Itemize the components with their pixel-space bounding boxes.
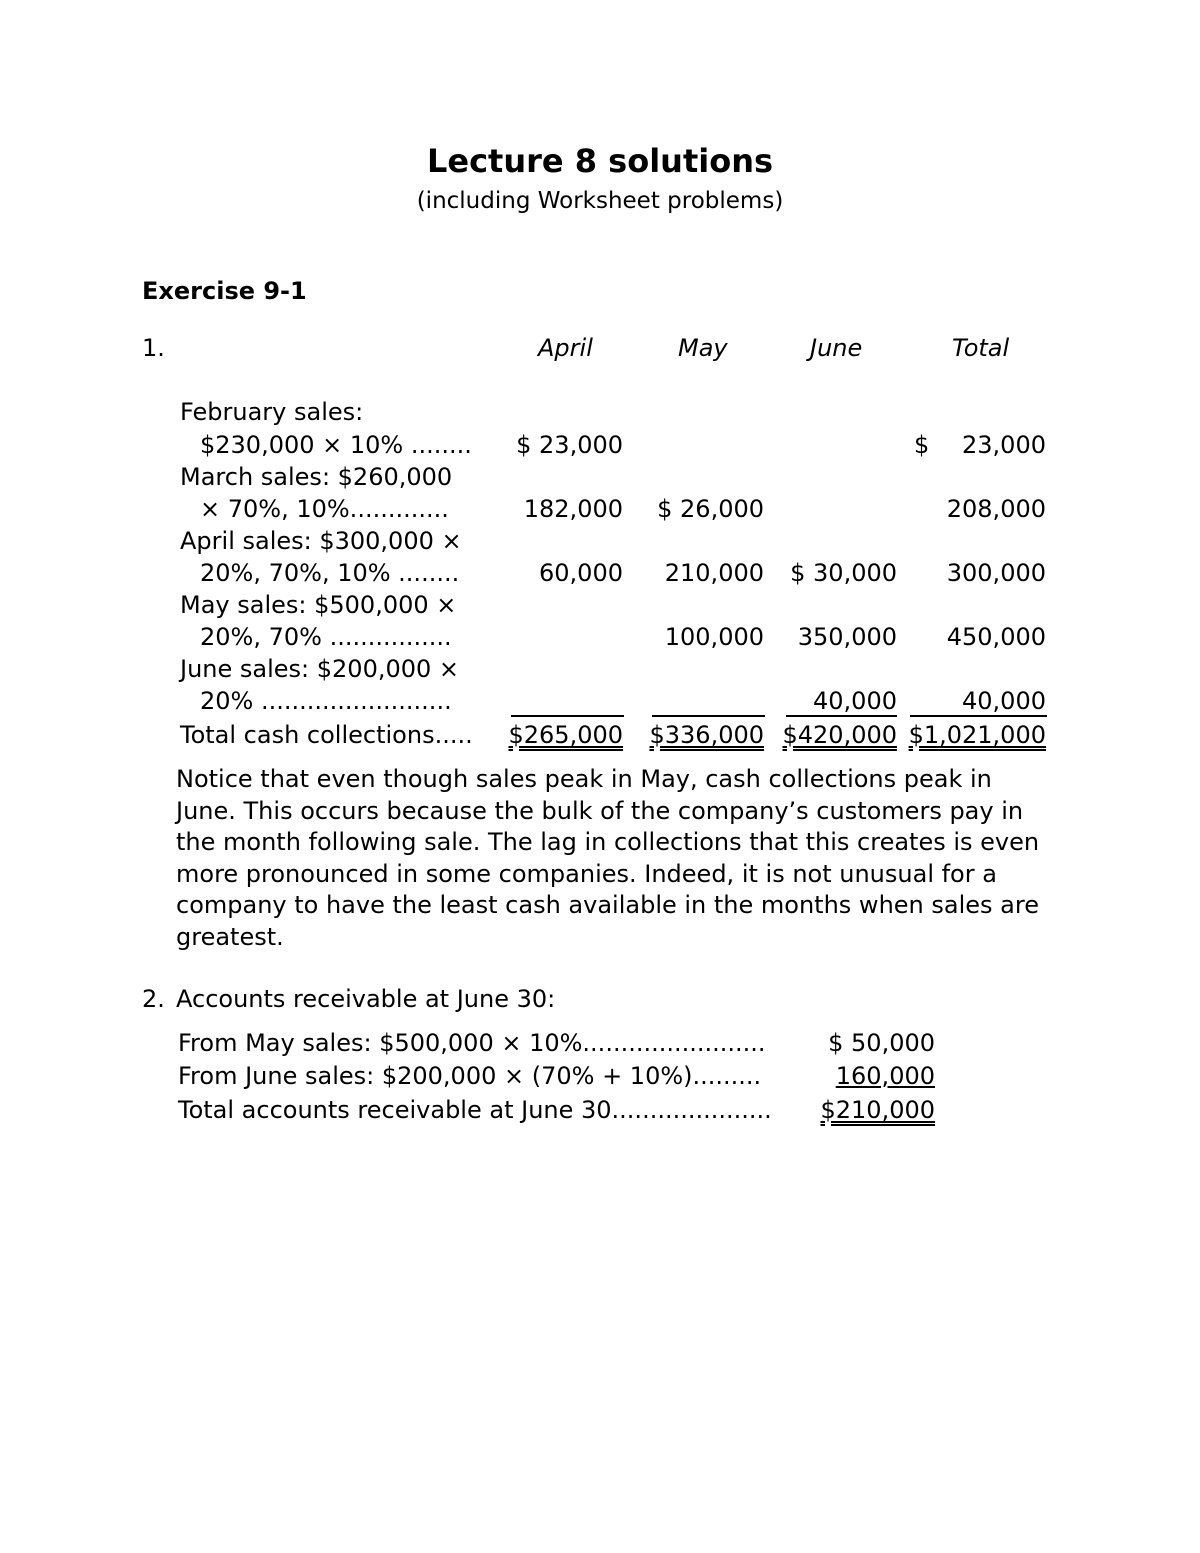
cell-april: $ 23,000 — [516, 431, 623, 459]
row-label-line2: 20%, 70% ................ — [200, 623, 452, 651]
row-label-line1: April sales: $300,000 × — [180, 527, 462, 555]
row-label-line1: February sales: — [180, 398, 364, 426]
subtotal-rule-total — [910, 715, 1047, 717]
page-title: Lecture 8 solutions — [426, 142, 774, 180]
row-label-line1: May sales: $500,000 × — [180, 591, 457, 619]
row-label-line1: March sales: $260,000 — [180, 463, 453, 491]
cell-total-sign: $ — [914, 431, 930, 459]
total-april: $265,000 — [508, 721, 623, 749]
row-label-line1: June sales: $200,000 × — [180, 655, 460, 683]
subtotal-rule-may — [652, 715, 765, 717]
cell-total: 300,000 — [946, 559, 1046, 587]
total-total: $1,021,000 — [908, 721, 1046, 749]
cell-april: 60,000 — [539, 559, 623, 587]
cell-total: 23,000 — [962, 431, 1046, 459]
row-label-line2: 20%, 70%, 10% ........ — [200, 559, 460, 587]
row-label-line2: 20% ......................... — [200, 687, 452, 715]
subtotal-rule-june — [786, 715, 897, 717]
part1-number: 1. — [142, 334, 165, 362]
cell-may: $ 26,000 — [657, 495, 764, 523]
notice-paragraph: Notice that even though sales peak in May, cash collections peak in June. This occurs because the bulk of the company’s customers pay in the month following sale. The lag in collections that this creates is even more pronounced in some companies. Indeed, it is not unusual for a company to have the least cash available in the months when sales are greatest. — [176, 765, 1040, 951]
cell-total: 450,000 — [946, 623, 1046, 651]
page-subtitle: (including Worksheet problems) — [416, 188, 784, 214]
ar-row-value: 160,000 — [835, 1062, 935, 1090]
total-may: $336,000 — [649, 721, 764, 749]
header-april: April — [538, 334, 593, 362]
cell-may: 100,000 — [664, 623, 764, 651]
cell-april: 182,000 — [523, 495, 623, 523]
cell-june: 40,000 — [813, 687, 897, 715]
ar-total-value: $210,000 — [820, 1096, 935, 1124]
ar-row-value: $ 50,000 — [828, 1029, 935, 1057]
row-label-line2: $230,000 × 10% ........ — [200, 431, 472, 459]
part2-heading: Accounts receivable at June 30: — [176, 985, 556, 1013]
part2-number: 2. — [142, 985, 165, 1013]
total-june: $420,000 — [782, 721, 897, 749]
ar-total-label: Total accounts receivable at June 30..................... — [178, 1096, 772, 1124]
ar-row-label: From June sales: $200,000 × (70% + 10%)......... — [178, 1062, 762, 1090]
subtotal-rule-april — [511, 715, 624, 717]
header-june: June — [810, 334, 863, 362]
cell-total: 208,000 — [946, 495, 1046, 523]
cell-may: 210,000 — [664, 559, 764, 587]
cell-june: 350,000 — [797, 623, 897, 651]
row-label-line2: × 70%, 10%............. — [200, 495, 449, 523]
header-total: Total — [952, 334, 1010, 362]
exercise-heading: Exercise 9-1 — [142, 277, 307, 305]
cell-total: 40,000 — [962, 687, 1046, 715]
cell-june: $ 30,000 — [790, 559, 897, 587]
total-row-label: Total cash collections..... — [180, 721, 473, 749]
ar-row-label: From May sales: $500,000 × 10%........................ — [178, 1029, 766, 1057]
header-may: May — [678, 334, 728, 362]
